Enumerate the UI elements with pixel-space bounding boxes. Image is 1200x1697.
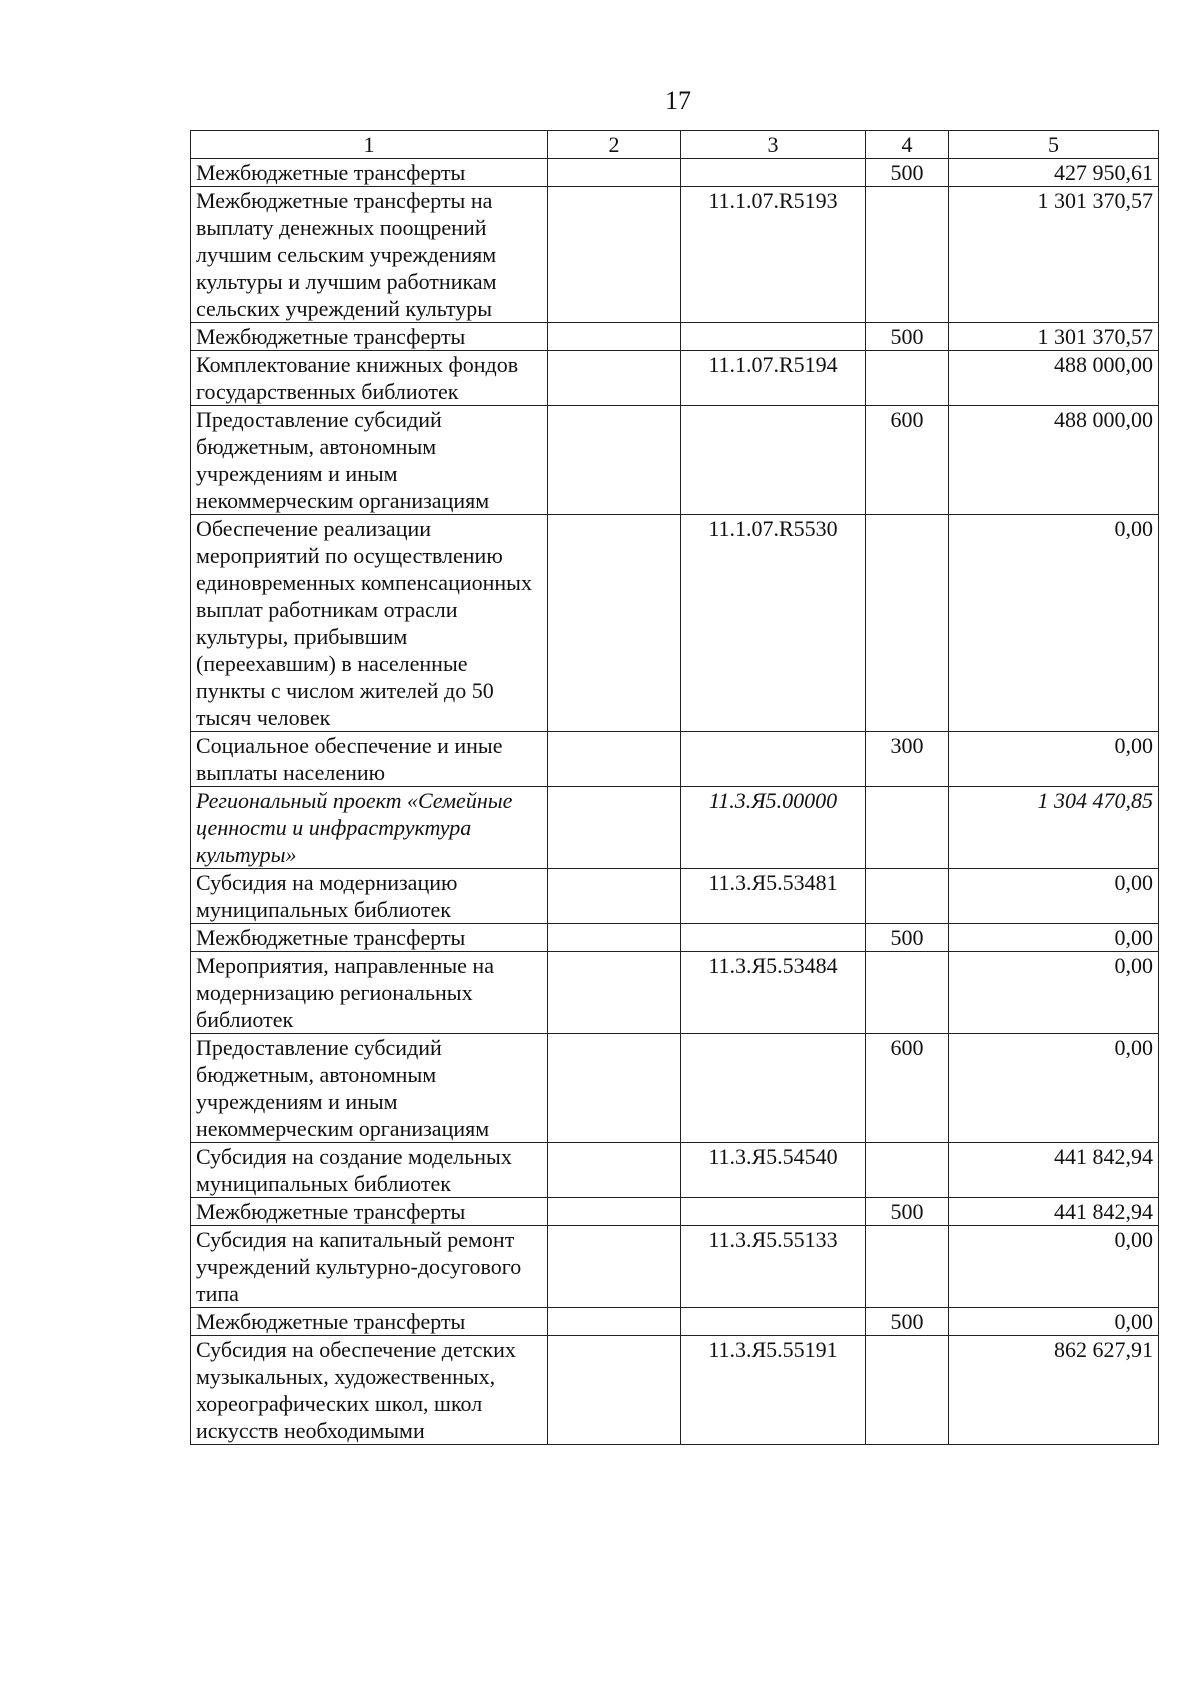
table-row	[191, 1143, 1159, 1198]
row-name-cell: Социальное обеспечение и иные выплаты населению	[191, 732, 548, 787]
budget-table	[190, 130, 1159, 1445]
row-code-cell: 11.1.07.R5194	[681, 351, 866, 406]
row-name-cell: Межбюджетные трансферты	[191, 323, 548, 351]
table-row	[191, 323, 1159, 351]
header-cell-2: 2	[548, 131, 681, 159]
row-name-cell: Комплектование книжных фондов государственных библиотек	[191, 351, 548, 406]
row-amount-cell: 1 301 370,57	[949, 187, 1159, 323]
row-name-cell: Межбюджетные трансферты	[191, 159, 548, 187]
row-type-cell: 600	[866, 1034, 949, 1143]
row-code-cell: 11.3.Я5.55191	[681, 1336, 866, 1445]
row-name-cell: Обеспечение реализации мероприятий по осуществлению единовременных компенсационных выплат работникам отрасли культуры, прибывшим (переехавшим) в населенные пункты с числом жителей до 50 тысяч человек	[191, 515, 548, 732]
row-name-cell: Региональный проект «Семейные ценности и инфраструктура культуры»	[191, 787, 548, 869]
row-amount-cell: 488 000,00	[949, 351, 1159, 406]
row-name-cell: Предоставление субсидий бюджетным, автономным учреждениям и иным некоммерческим организациям	[191, 406, 548, 515]
row-code-cell: 11.3.Я5.00000	[681, 787, 866, 869]
row-col2-cell	[548, 187, 681, 323]
row-name-cell: Мероприятия, направленные на модернизацию региональных библиотек	[191, 952, 548, 1034]
row-amount-cell: 1 301 370,57	[949, 323, 1159, 351]
table-row	[191, 515, 1159, 732]
row-type-cell: 500	[866, 159, 949, 187]
row-col2-cell	[548, 159, 681, 187]
row-type-cell	[866, 1143, 949, 1198]
row-type-cell	[866, 187, 949, 323]
table-row	[191, 1226, 1159, 1308]
row-code-cell	[681, 924, 866, 952]
row-amount-cell: 0,00	[949, 924, 1159, 952]
row-col2-cell	[548, 323, 681, 351]
row-type-cell	[866, 515, 949, 732]
table-row	[191, 1198, 1159, 1226]
row-amount-cell: 441 842,94	[949, 1143, 1159, 1198]
row-col2-cell	[548, 924, 681, 952]
row-amount-cell: 0,00	[949, 952, 1159, 1034]
row-col2-cell	[548, 406, 681, 515]
row-name-cell: Межбюджетные трансферты	[191, 1308, 548, 1336]
row-code-cell: 11.3.Я5.53481	[681, 869, 866, 924]
row-name-cell: Межбюджетные трансферты на выплату денежных поощрений лучшим сельским учреждениям культуры и лучшим работникам сельских учреждений культуры	[191, 187, 548, 323]
table-row	[191, 787, 1159, 869]
row-code-cell	[681, 406, 866, 515]
row-amount-cell: 0,00	[949, 515, 1159, 732]
row-type-cell	[866, 869, 949, 924]
row-code-cell	[681, 1198, 866, 1226]
table-row	[191, 351, 1159, 406]
header-cell-4: 4	[866, 131, 949, 159]
row-amount-cell: 1 304 470,85	[949, 787, 1159, 869]
table-header-row	[191, 131, 1159, 159]
row-type-cell: 600	[866, 406, 949, 515]
row-col2-cell	[548, 732, 681, 787]
row-name-cell: Субсидия на обеспечение детских музыкальных, художественных, хореографических школ, школ искусств необходимыми	[191, 1336, 548, 1445]
row-type-cell: 300	[866, 732, 949, 787]
table-row	[191, 1034, 1159, 1143]
row-col2-cell	[548, 1336, 681, 1445]
header-cell-1: 1	[191, 131, 548, 159]
table-row	[191, 924, 1159, 952]
header-cell-5: 5	[949, 131, 1159, 159]
header-cell-3: 3	[681, 131, 866, 159]
table-row	[191, 732, 1159, 787]
table-row	[191, 1308, 1159, 1336]
row-code-cell: 11.1.07.R5193	[681, 187, 866, 323]
row-amount-cell: 427 950,61	[949, 159, 1159, 187]
row-amount-cell: 488 000,00	[949, 406, 1159, 515]
row-type-cell	[866, 1226, 949, 1308]
row-type-cell	[866, 1336, 949, 1445]
row-code-cell	[681, 732, 866, 787]
row-code-cell	[681, 323, 866, 351]
table-row	[191, 406, 1159, 515]
row-amount-cell: 441 842,94	[949, 1198, 1159, 1226]
row-col2-cell	[548, 1034, 681, 1143]
row-type-cell	[866, 351, 949, 406]
row-type-cell	[866, 787, 949, 869]
row-amount-cell: 0,00	[949, 1308, 1159, 1336]
row-col2-cell	[548, 1308, 681, 1336]
row-name-cell: Межбюджетные трансферты	[191, 924, 548, 952]
row-code-cell	[681, 159, 866, 187]
row-name-cell: Субсидия на модернизацию муниципальных библиотек	[191, 869, 548, 924]
row-col2-cell	[548, 952, 681, 1034]
page-number: 17	[665, 86, 691, 115]
row-type-cell: 500	[866, 323, 949, 351]
row-col2-cell	[548, 869, 681, 924]
row-name-cell: Субсидия на создание модельных муниципальных библиотек	[191, 1143, 548, 1198]
row-name-cell: Субсидия на капитальный ремонт учреждений культурно-досугового типа	[191, 1226, 548, 1308]
row-amount-cell: 0,00	[949, 869, 1159, 924]
row-col2-cell	[548, 351, 681, 406]
row-col2-cell	[548, 1226, 681, 1308]
row-col2-cell	[548, 787, 681, 869]
table-row	[191, 187, 1159, 323]
table-row	[191, 869, 1159, 924]
row-code-cell	[681, 1308, 866, 1336]
row-code-cell: 11.1.07.R5530	[681, 515, 866, 732]
row-amount-cell: 862 627,91	[949, 1336, 1159, 1445]
row-amount-cell: 0,00	[949, 732, 1159, 787]
row-amount-cell: 0,00	[949, 1226, 1159, 1308]
row-type-cell: 500	[866, 1308, 949, 1336]
row-name-cell: Межбюджетные трансферты	[191, 1198, 548, 1226]
table-row	[191, 1336, 1159, 1445]
row-type-cell	[866, 952, 949, 1034]
row-type-cell: 500	[866, 924, 949, 952]
row-name-cell: Предоставление субсидий бюджетным, автономным учреждениям и иным некоммерческим организациям	[191, 1034, 548, 1143]
row-code-cell: 11.3.Я5.55133	[681, 1226, 866, 1308]
row-type-cell: 500	[866, 1198, 949, 1226]
row-code-cell: 11.3.Я5.54540	[681, 1143, 866, 1198]
row-col2-cell	[548, 1143, 681, 1198]
table-row	[191, 952, 1159, 1034]
row-code-cell	[681, 1034, 866, 1143]
row-col2-cell	[548, 1198, 681, 1226]
row-col2-cell	[548, 515, 681, 732]
row-amount-cell: 0,00	[949, 1034, 1159, 1143]
row-code-cell: 11.3.Я5.53484	[681, 952, 866, 1034]
table-row	[191, 159, 1159, 187]
